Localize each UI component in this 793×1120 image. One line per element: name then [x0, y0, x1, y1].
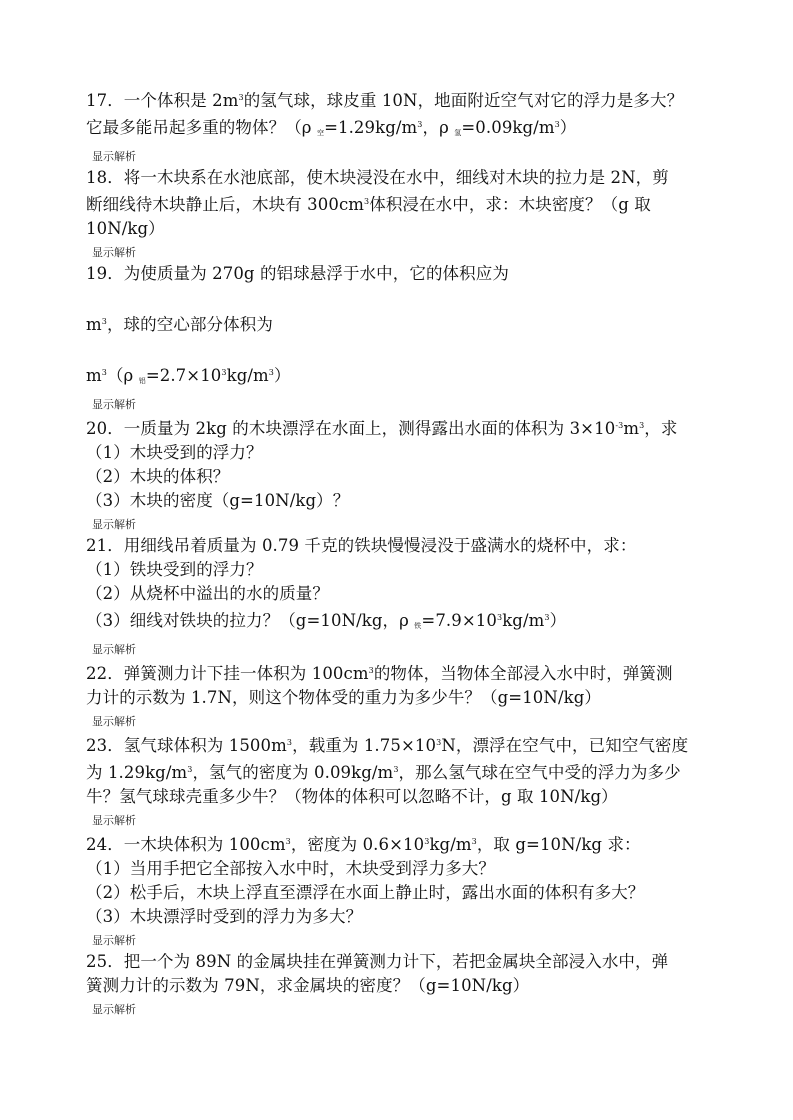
text-run: （3）细线对铁块的拉力？（g=10N/kg，ρ: [86, 611, 415, 630]
text-run: =1.29kg/m: [324, 118, 418, 137]
blank-gap: [86, 337, 713, 361]
superscript: 3: [554, 120, 560, 129]
text-run: m: [623, 419, 640, 438]
text-run: （ρ: [106, 366, 139, 385]
superscript: 3: [101, 368, 107, 377]
superscript: 3: [286, 738, 293, 747]
text-run: ，求: [644, 419, 678, 438]
question-text-line: [86, 558, 713, 582]
subscript: 铁: [414, 622, 422, 630]
text-run: ）: [559, 118, 577, 137]
superscript: 3: [101, 317, 107, 326]
superscript: 3: [285, 837, 291, 846]
question-23: [86, 731, 713, 830]
text-run: 力计的示数为 1.7N，则这个物体受的重力为多少牛？（g=10N/kg）: [86, 688, 601, 707]
question-text-line: [86, 857, 713, 881]
text-run: ）: [549, 611, 567, 630]
show-analysis-link[interactable]: 显示解析: [92, 150, 136, 163]
show-analysis-link[interactable]: 显示解析: [92, 643, 136, 656]
question-21: [86, 534, 713, 659]
question-text-line: [86, 830, 713, 857]
question-text-line: [86, 166, 713, 190]
text-run: （1）铁块受到的浮力？: [86, 560, 263, 579]
text-run: （3）木块的密度（g=10N/kg）？: [86, 491, 350, 510]
text-run: ，密度为 0.6×10: [290, 835, 425, 854]
superscript: -3: [615, 421, 624, 430]
question-text-line: [86, 534, 713, 558]
show-analysis-link[interactable]: 显示解析: [92, 246, 136, 259]
text-run: kg/m: [226, 366, 269, 385]
superscript: 3: [364, 197, 370, 206]
question-22: [86, 659, 713, 731]
show-analysis-link[interactable]: 显示解析: [92, 934, 136, 947]
question-19: [86, 262, 713, 414]
text-run: 23．氢气球体积为 1500m: [86, 736, 287, 755]
show-analysis-link[interactable]: 显示解析: [92, 518, 136, 531]
text-run: ）: [273, 366, 291, 385]
show-analysis-link[interactable]: 显示解析: [92, 715, 136, 728]
text-run: ，氢气的密度为 0.09kg/m: [192, 763, 394, 782]
text-run: m: [86, 315, 102, 334]
text-run: m: [86, 366, 102, 385]
text-run: ，球的空心部分体积为: [106, 315, 273, 334]
question-text-line: [86, 489, 713, 513]
text-run: ，取 g=10N/kg 求：: [476, 835, 641, 854]
text-run: =7.9×10: [421, 611, 497, 630]
question-20: [86, 414, 713, 534]
question-text-line: [86, 465, 713, 489]
show-analysis-link[interactable]: 显示解析: [92, 398, 136, 411]
question-text-line: [86, 310, 713, 337]
question-text-line: [86, 659, 713, 686]
superscript: 3: [436, 738, 442, 747]
question-25: [86, 950, 713, 1019]
question-text-line: [86, 361, 713, 393]
text-run: ，载重为 1.75×10: [292, 736, 437, 755]
text-run: 25．把一个为 89N 的金属块挂在弹簧测力计下，若把金属块全部浸入水中，弹: [86, 952, 669, 971]
question-text-line: [86, 86, 713, 113]
question-text-line: [86, 217, 713, 241]
question-text-line: [86, 974, 713, 998]
question-text-line: [86, 190, 713, 217]
question-24: [86, 830, 713, 950]
text-run: 19．为使质量为 270g 的铝球悬浮于水中，它的体积应为: [86, 264, 509, 283]
text-run: （2）从烧杯中溢出的水的质量？: [86, 584, 329, 603]
text-run: 它最多能吊起多重的物体？（ρ: [86, 118, 317, 137]
superscript: 3: [238, 93, 244, 102]
question-text-line: [86, 731, 713, 758]
subscript: 空: [316, 129, 325, 137]
text-run: （1）木块受到的浮力？: [86, 443, 263, 462]
question-text-line: [86, 758, 713, 785]
text-run: =0.09kg/m: [461, 118, 555, 137]
superscript: 3: [221, 368, 227, 377]
question-text-line: [86, 881, 713, 905]
text-run: N，漂浮在空气中，已知空气密度: [441, 736, 689, 755]
text-run: 24．一木块体积为 100cm: [86, 835, 286, 854]
text-run: 17．一个体积是 2m: [86, 91, 239, 110]
text-run: 牛？氢气球球壳重多少牛？（物体的体积可以忽略不计，g 取 10N/kg）: [86, 787, 618, 806]
superscript: 3: [417, 120, 423, 129]
text-run: kg/m: [502, 611, 545, 630]
text-run: 断细线待木块静止后，木块有 300cm: [86, 195, 365, 214]
show-analysis-link[interactable]: 显示解析: [92, 814, 136, 827]
superscript: 3: [368, 666, 374, 675]
text-run: 20．一质量为 2kg 的木块漂浮在水面上，测得露出水面的体积为 3×10: [86, 419, 616, 438]
text-run: ，那么氢气球在空气中受的浮力为多少: [398, 763, 681, 782]
text-run: ，ρ: [422, 118, 455, 137]
text-run: （2）松手后，木块上浮直至漂浮在水面上静止时，露出水面的体积有多大？: [86, 883, 645, 902]
subscript: 氢: [454, 129, 462, 137]
superscript: 3: [268, 368, 274, 377]
text-run: 的物体，当物体全部浸入水中时，弹簧测: [373, 664, 673, 683]
text-run: 的氢气球，球皮重 10N，地面附近空气对它的浮力是多大？: [243, 91, 684, 110]
question-text-line: [86, 950, 713, 974]
question-text-line: [86, 113, 713, 145]
text-run: 体积浸在水中，求：木块密度？（g 取: [369, 195, 651, 214]
superscript: 3: [424, 837, 430, 846]
text-run: 为 1.29kg/m: [86, 763, 188, 782]
question-text-line: [86, 686, 713, 710]
subscript: 铝: [138, 377, 146, 385]
question-text-line: [86, 441, 713, 465]
text-run: kg/m: [429, 835, 472, 854]
superscript: 3: [497, 613, 503, 622]
question-text-line: [86, 606, 713, 638]
question-18: [86, 166, 713, 262]
text-run: （3）木块漂浮时受到的浮力为多大？: [86, 907, 363, 926]
question-text-line: [86, 905, 713, 929]
question-text-line: [86, 785, 713, 809]
blank-gap: [86, 286, 713, 310]
text-run: 22．弹簧测力计下挂一体积为 100cm: [86, 664, 369, 683]
text-run: （2）木块的体积？: [86, 467, 230, 486]
question-text-line: [86, 582, 713, 606]
text-run: 18．将一木块系在水池底部，使木块浸没在水中，细线对木块的拉力是 2N，剪: [86, 168, 669, 187]
superscript: 3: [471, 837, 477, 846]
text-run: 21．用细线吊着质量为 0.79 千克的铁块慢慢浸没于盛满水的烧杯中，求：: [86, 536, 637, 555]
superscript: 3: [544, 613, 550, 622]
superscript: 3: [639, 421, 645, 430]
show-analysis-link[interactable]: 显示解析: [92, 1003, 136, 1016]
superscript: 3: [187, 765, 193, 774]
question-17: [86, 86, 713, 166]
text-run: 10N/kg）: [86, 219, 165, 238]
superscript: 3: [393, 765, 399, 774]
text-run: 簧测力计的示数为 79N，求金属块的密度？（g=10N/kg）: [86, 976, 530, 995]
text-run: （1）当用手把它全部按入水中时，木块受到浮力多大？: [86, 859, 495, 878]
question-text-line: [86, 262, 713, 286]
question-text-line: [86, 414, 713, 441]
text-run: =2.7×10: [145, 366, 222, 385]
